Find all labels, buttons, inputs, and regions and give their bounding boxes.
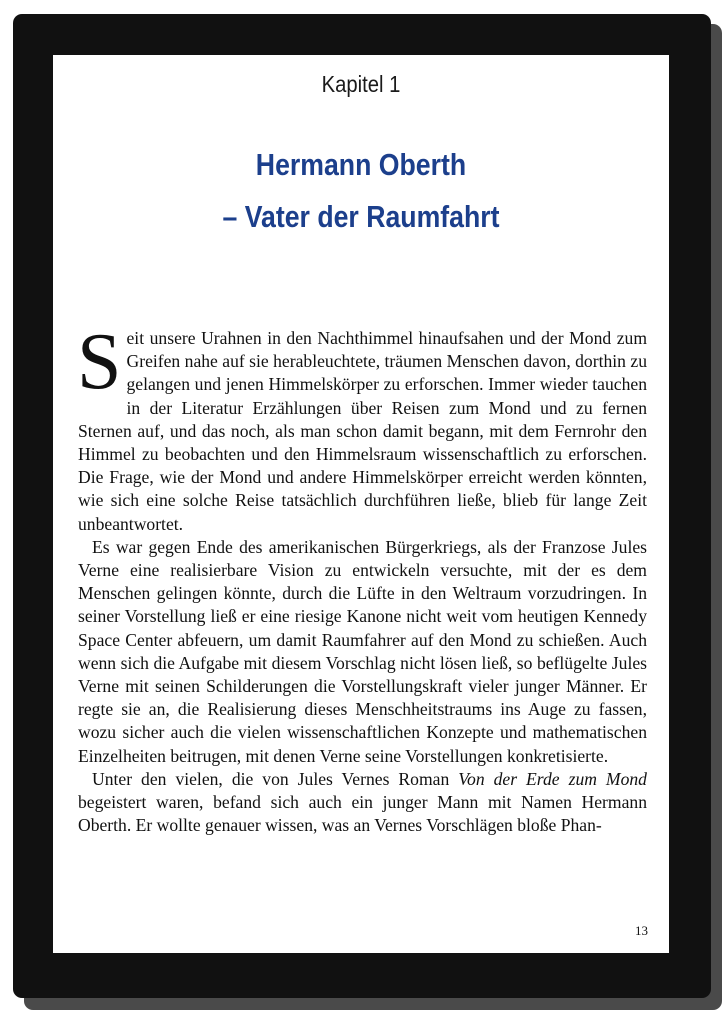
drop-cap: S [77, 318, 122, 406]
body-text [77, 318, 647, 837]
chapter-title [96, 139, 626, 243]
paragraph-2: Es war gegen Ende des amerikanischen Bürgerkriegs, als der Franzose Jules Verne eine realisierbare Vision zu entwickeln versuchte, mit der es dem Menschen gelingen könnte, durch die Lüfte in den Weltraum vorzudringen. In seiner Vorstellung ließ er eine riesige Kanone nicht weit vom heutigen Kennedy Space Center abfeuern, um damit Raumfahrer auf den Mond zu schießen. Auch wenn sich die Aufgabe mit diesem Vorschlag nicht lösen ließ, so beflügelte Jules Verne mit seinen Schilderungen die Vorstellungskraft vieler junger Männer. Er regte sie an, die Realisierung dieses Menschheitstraums ins Auge zu fassen, wozu sicher auch die vielen wissenschaftlichen Konzepte und mathematischen Einzelheiten beitrugen, mit denen Verne seine Vorstellungen konkretisierte. [78, 536, 647, 766]
paragraph-3 [78, 768, 647, 838]
paragraph-1-text: eit unsere Urahnen in den Nachthimmel hinaufsahen und der Mond zum Greifen nahe auf sie herableuchtete, träumen Menschen davon, dorthin zu gelangen und jenen Himmelskörper zu erforschen. Immer wieder tauchen in der Literatur Erzählungen über Reisen zum Mond und zu fernen Sternen auf, und das noch, als man schon damit begann, mit dem Fernrohr den Himmel zu beobachten und den Himmelsraum wissenschaftlich zu erforschen. Die Frage, wie der Mond und andere Himmelskörper erreicht werden könnten, wie sich eine solche Reise tatsächlich durchführen ließe, blieb für lange Zeit unbeantwortet. [78, 328, 647, 534]
paragraph-1 [77, 318, 647, 536]
chapter-title-line-2: – Vater der Raumfahrt [222, 199, 500, 234]
chapter-label: Kapitel 1 [321, 71, 401, 97]
chapter-title-line-1: Hermann Oberth [255, 147, 467, 182]
paragraph-3-text-start: Unter den vielen, die von Jules Vernes Roman [92, 768, 459, 789]
page-number: 13 [635, 923, 648, 938]
paragraph-3-text-end: begeistert waren, befand sich auch ein junger Mann mit Namen Hermann Oberth. Er wollte genauer wissen, was an Vernes Vorschlägen bloße Phan- [78, 792, 647, 836]
book-title-italic: Von der Erde zum Mond [458, 768, 647, 789]
book-page [53, 55, 669, 953]
